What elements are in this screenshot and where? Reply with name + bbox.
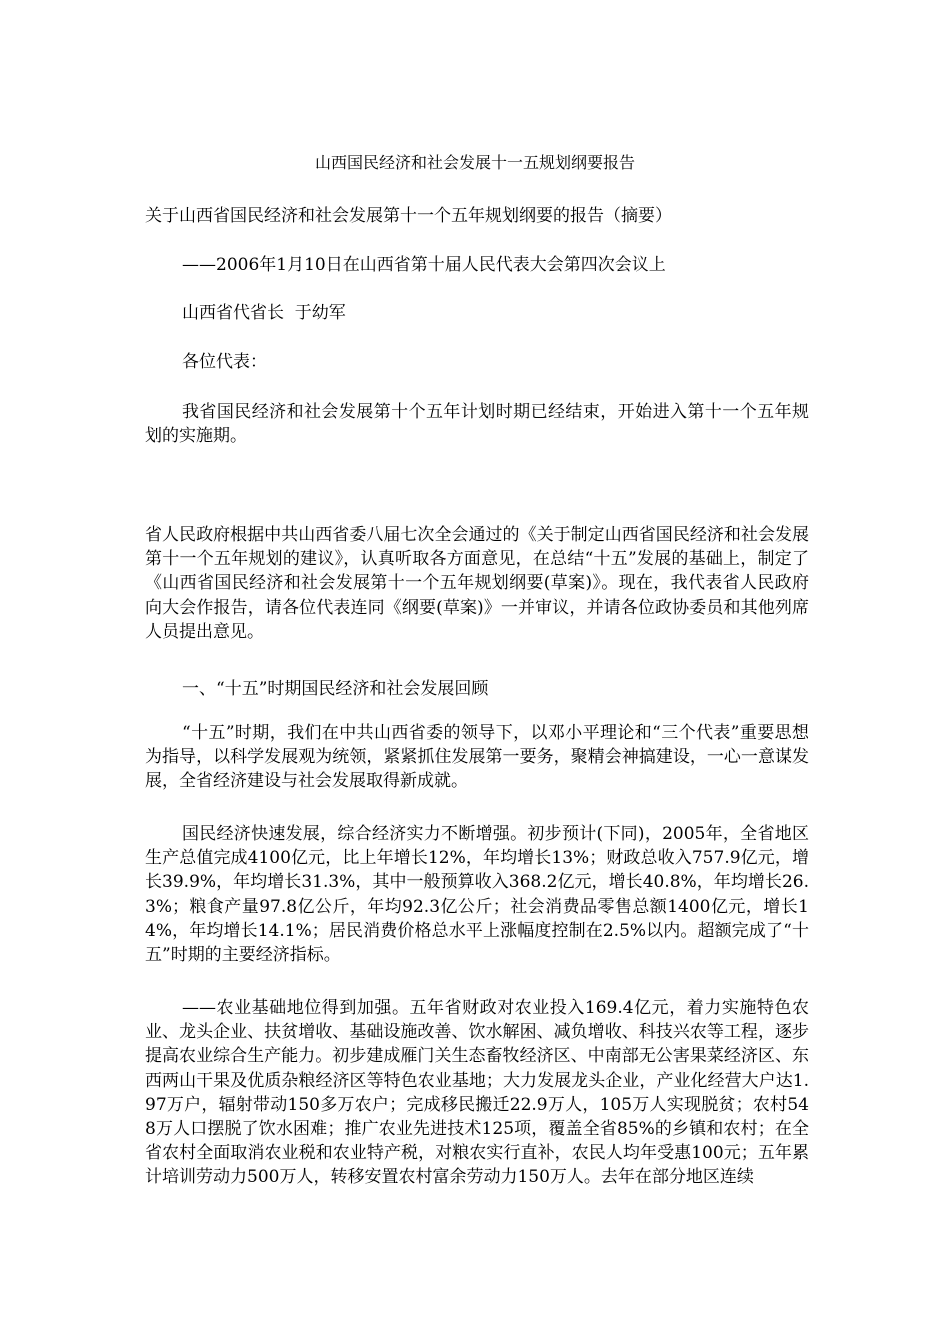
document-subtitle: 关于山西省国民经济和社会发展第十一个五年规划纲要的报告（摘要） [145,206,672,226]
paragraph-economy: 国民经济快速发展，综合经济实力不断增强。初步预计(下同)，2005年，全省地区生产总值完成4100亿元，比上年增长12%，年均增长13%；财政总收入757.9亿元，增长39.9%，年均增长31.3%，其中一般预算收入368.2亿元，增长40.8%，年均增长26.3%；粮食产量97.8亿公斤，年均92.3亿公斤；社会消费品零售总额1400亿元，增长14%，年均增长14.1%；居民消费价格总水平上涨幅度控制在2.5%以内。超额完成了“十五”时期的主要经济指标。 [145,824,809,966]
dateline: ——2006年1月10日在山西省第十届人民代表大会第四次会议上 [182,255,666,275]
document-title: 山西国民经济和社会发展十一五规划纲要报告 [314,153,635,172]
author-line: 山西省代省长 于幼军 [182,303,346,323]
paragraph-agriculture: ——农业基础地位得到加强。五年省财政对农业投入169.4亿元，着力实施特色农业、龙头企业、扶贫增收、基础设施改善、饮水解困、减负增收、科技兴农等工程，逐步提高农业综合生产能力。初步建成雁门关生态畜牧经济区、中南部无公害果菜经济区、东西两山干果及优质杂粮经济区等特色农业基地；大力发展龙头企业，产业化经营大户达1.97万户，辐射带动150多万农户；完成移民搬迁22.9万人，105万人实现脱贫；农村548万人口摆脱了饮水困难；推广农业先进技术125项，覆盖全省85%的乡镇和农村；在全省农村全面取消农业税和农业特产税，对粮农实行直补，农民人均年受惠100元；五年累计培训劳动力500万人，转移安置农村富余劳动力150万人。去年在部分地区连续 [145,998,809,1188]
paragraph-report-basis: 省人民政府根据中共山西省委八届七次全会通过的《关于制定山西省国民经济和社会发展第十一个五年规划的建议》，认真听取各方面意见，在总结“十五”发展的基础上，制定了《山西省国民经济和社会发展第十一个五年规划纲要(草案)》。现在，我代表省人民政府向大会作报告，请各位代表连同《纲要(草案)》一并审议，并请各位政协委员和其他列席人员提出意见。 [145,525,809,642]
salutation: 各位代表： [182,352,267,372]
section-heading: 一、“十五”时期国民经济和社会发展回顾 [182,679,489,699]
paragraph-intro: 我省国民经济和社会发展第十个五年计划时期已经结束，开始进入第十一个五年规划的实施期。 [145,402,809,447]
paragraph-review-summary: “十五”时期，我们在中共山西省委的领导下，以邓小平理论和“三个代表”重要思想为指导，以科学发展观为统领，紧紧抓住发展第一要务，聚精会神搞建设，一心一意谋发展，全省经济建设与社会发展取得新成就。 [145,723,809,792]
